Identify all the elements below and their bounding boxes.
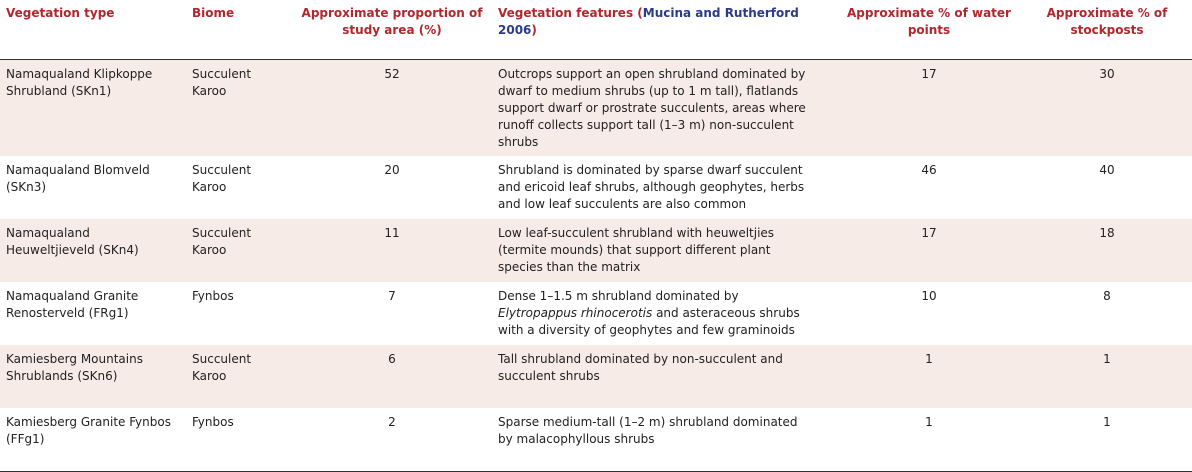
cell-features: Sparse medium-tall (1–2 m) shrubland dominated by malacophyllous shrubs xyxy=(498,415,798,446)
cell-proportion: 11 xyxy=(384,226,400,240)
cell-water-points: 10 xyxy=(921,289,937,303)
cell-vegetation-type: Kamiesberg Mountains Shrublands (SKn6) xyxy=(6,352,143,383)
cell-biome: Succulent Karoo xyxy=(192,226,252,257)
header-water-points: Approximate % of water points xyxy=(847,6,1011,37)
citation-link[interactable]: Mucina and Rutherford 2006 xyxy=(498,6,799,37)
cell-proportion: 2 xyxy=(388,415,396,429)
cell-features: Tall shrubland dominated by non-succulent and succulent shrubs xyxy=(498,352,783,383)
cell-features: Low leaf-succulent shrubland with heuweltjies (termite mounds) that support different plant species than the matrix xyxy=(498,226,775,274)
table-row xyxy=(0,345,1192,408)
cell-stockposts: 18 xyxy=(1099,226,1115,240)
cell-stockposts: 1 xyxy=(1103,415,1111,429)
header-features-prefix: Vegetation features ( xyxy=(498,6,643,20)
table-row xyxy=(0,282,1192,345)
cell-vegetation-type: Namaqualand Blomveld (SKn3) xyxy=(6,163,150,194)
table-row xyxy=(0,408,1192,472)
cell-water-points: 17 xyxy=(921,226,937,240)
header-row xyxy=(0,0,1192,60)
header-stockposts: Approximate % of stockposts xyxy=(1046,6,1168,37)
cell-features xyxy=(492,282,836,345)
cell-vegetation-type: Kamiesberg Granite Fynbos (FFg1) xyxy=(6,415,171,446)
cell-vegetation-type: Namaqualand Klipkoppe Shrubland (SKn1) xyxy=(6,67,153,98)
features-text-post: and asteraceous shrubs with a diversity of geophytes and few graminoids xyxy=(498,306,800,337)
cell-stockposts: 8 xyxy=(1103,289,1111,303)
header-features-suffix: ) xyxy=(531,23,537,37)
cell-water-points: 1 xyxy=(925,415,933,429)
cell-stockposts: 40 xyxy=(1099,163,1115,177)
cell-stockposts: 1 xyxy=(1103,352,1111,366)
cell-stockposts: 30 xyxy=(1099,67,1115,81)
table-row xyxy=(0,60,1192,157)
cell-features: Shrubland is dominated by sparse dwarf succulent and ericoid leaf shrubs, although geophytes, herbs and low leaf succulents are also common xyxy=(498,163,805,211)
table-row xyxy=(0,219,1192,282)
cell-features: Outcrops support an open shrubland dominated by dwarf to medium shrubs (up to 1 m tall), flatlands support dwarf or prostrate succulents, areas where runoff collects support tall (1–3 m) non-succulent shrubs xyxy=(498,67,806,149)
cell-biome: Fynbos xyxy=(192,415,234,429)
species-name: Elytropappus rhinocerotis xyxy=(498,306,653,320)
header-proportion: Approximate proportion of study area (%) xyxy=(301,6,483,37)
cell-biome: Succulent Karoo xyxy=(192,67,252,98)
header-vegetation-type: Vegetation type xyxy=(6,6,115,20)
cell-biome: Fynbos xyxy=(192,289,234,303)
table-row xyxy=(0,156,1192,219)
header-biome: Biome xyxy=(192,6,235,20)
cell-biome: Succulent Karoo xyxy=(192,163,252,194)
cell-water-points: 17 xyxy=(921,67,937,81)
cell-water-points: 1 xyxy=(925,352,933,366)
cell-water-points: 46 xyxy=(921,163,937,177)
cell-proportion: 52 xyxy=(384,67,400,81)
cell-proportion: 6 xyxy=(388,352,396,366)
cell-vegetation-type: Namaqualand Granite Renosterveld (FRg1) xyxy=(6,289,139,320)
cell-vegetation-type: Namaqualand Heuweltjieveld (SKn4) xyxy=(6,226,139,257)
features-text-pre: Dense 1–1.5 m shrubland dominated by xyxy=(498,289,739,303)
cell-proportion: 20 xyxy=(384,163,400,177)
cell-biome: Succulent Karoo xyxy=(192,352,252,383)
cell-proportion: 7 xyxy=(388,289,396,303)
header-vegetation-features xyxy=(492,0,836,60)
